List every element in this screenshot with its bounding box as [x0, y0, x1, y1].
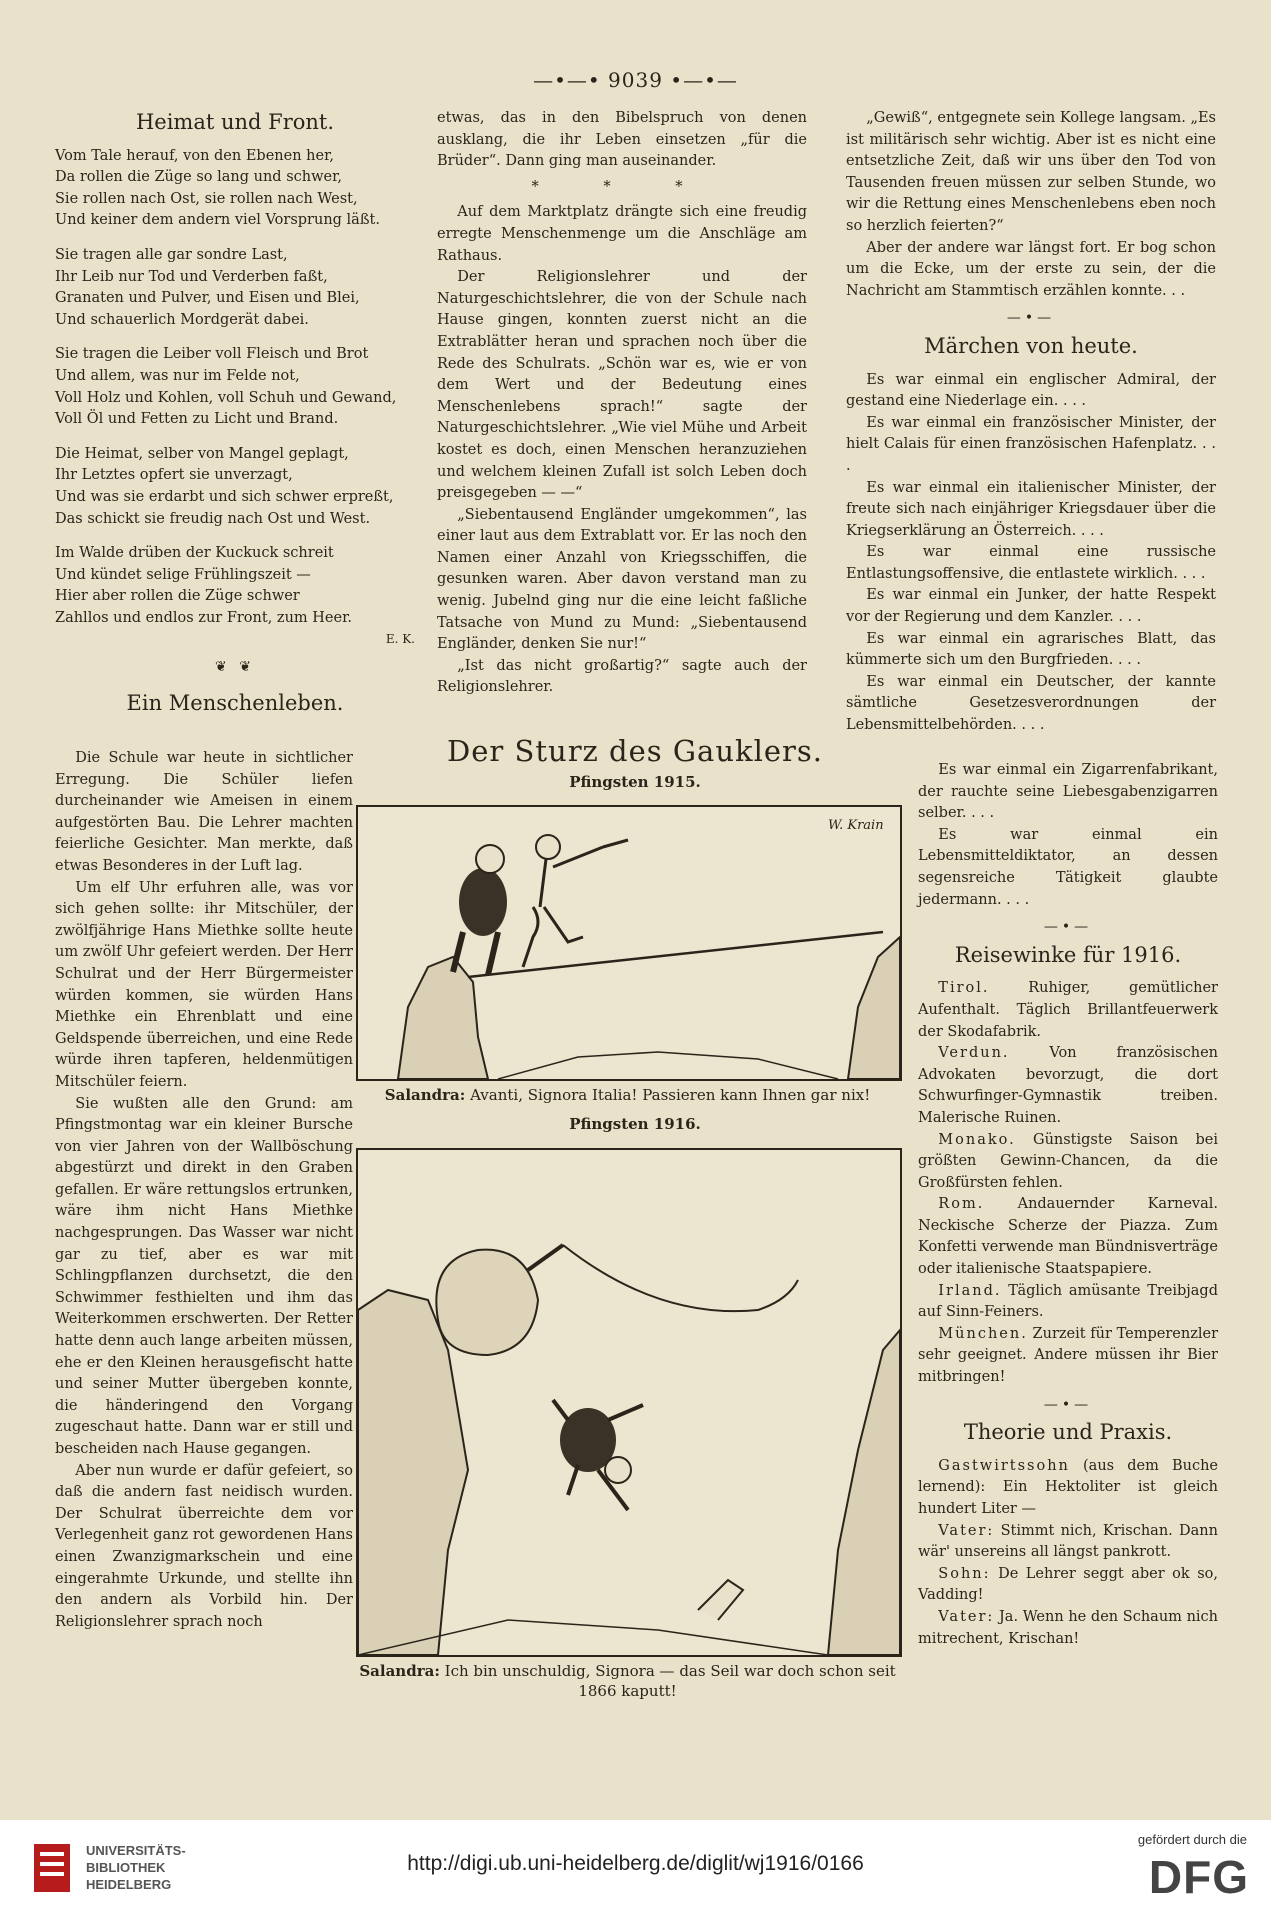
cartoon-signature: W. Krain [828, 818, 884, 833]
poem-line: Und kündet selige Frühlingszeit — [55, 566, 311, 583]
poem-line: Voll Öl und Fetten zu Licht und Brand. [55, 411, 339, 428]
story-paragraph: Aber nun wurde er dafür gefeiert, so daß die andern fast neidisch wurden. Der Schulrat überreichte dem vor Verlegenheit ganz rot gewordenen Hans einen Zwanzigmarkschein und eine eingerahmte Urkunde, und stellte ihn den andern als Vorbild hin. Der Religionslehrer sprach noch [55, 1462, 353, 1630]
story-paragraph: Sie wußten alle den Grund: am Pfingstmontag war ein kleiner Bursche von vier Jahren von der Wallböschung abgestürzt und direkt in den Graben gefallen. Er wäre rettungslos ertrunken, wäre ihm nicht Hans Miethke nachgesprungen. Das Wasser war nicht gar zu tief, aber es war mit Schlingpflanzen durchsetzt, die den Schwimmer festhielten und ihm das Weiterkommen erschwerten. Der Retter hatte denn auch lange arbeiten müssen, ehe er den Kleinen herausgefischt hatte und seiner Mutter übergeben konnte, die händeringend den Vorgang zugeschaut hatte. Dann war er still und bescheiden nach Hause gegangen. [55, 1095, 353, 1457]
footer-bar [0, 1820, 1271, 1912]
university-line: BIBLIOTHEK [86, 1860, 166, 1875]
reisewinke-place: Monako. [938, 1131, 1016, 1148]
dialogue-line [918, 1564, 1218, 1607]
dialogue-line [918, 1521, 1218, 1564]
maerchen-paragraph: Es war einmal ein italienischer Minister, der freute sich nach einjähriger Kriegsdauer über die Kriegserklärung an Österreich. . . . [846, 479, 1216, 539]
story-paragraph: Aber der andere war längst fort. Er bog schon um die Ecke, um der erste zu sein, der die Nachricht am Stammtisch erzählen konnte. . . [846, 239, 1216, 299]
dfg-logo: DFG [1148, 1851, 1249, 1903]
reisewinke-text: Täglich amüsante Treibjagd auf Sinn-Feiners. [918, 1282, 1218, 1321]
maerchen-paragraph: Es war einmal ein Junker, der hatte Respekt vor der Regierung und dem Kanzler. . . . [846, 587, 1216, 626]
poem [55, 146, 415, 651]
reisewinke-text: Günstigste Saison bei größten Gewinn-Chancen, da die Großfürsten fehlen. [918, 1131, 1218, 1191]
dialogue-text: De Lehrer seggt aber ok so, Vadding! [918, 1565, 1218, 1604]
story-paragraph: „Gewiß“, entgegnete sein Kollege langsam. „Es ist militärisch sehr wichtig. Aber ist es nicht eine entsetzliche Zeit, daß wir uns über den Tod von Tausenden freuen müssen zur selben Stunde, wo wir die Rettung eines Menschenlebens eben noch so herzlich feierten?“ [846, 110, 1216, 234]
ornament-divider: —•— [1043, 919, 1093, 936]
reisewinke-text: Andauernder Karneval. Neckische Scherze der Piazza. Zum Konfetti verwende man Bündnisverträge oder italienische Staatspapiere. [918, 1196, 1218, 1278]
poem-line: Vom Tale herauf, von den Ebenen her, [55, 147, 335, 164]
poem-line: Ihr Leib nur Tod und Verderben faßt, [55, 268, 328, 285]
story-paragraph: Auf dem Marktplatz drängte sich eine freudig erregte Menschenmenge um die Anschläge am Rathaus. [437, 204, 807, 264]
reisewinke-text: Zurzeit für Temperenzler sehr geeignet. Andere müssen ihr Bier mitbringen! [918, 1325, 1219, 1386]
dialogue-text: Ja. Wenn he den Schaum nich mitrechent, Krischan! [918, 1608, 1219, 1647]
cartoon-1-caption [345, 1085, 910, 1105]
poem-line: Das schickt sie freudig nach Ost und West. [55, 510, 371, 527]
cartoon-section-title: Der Sturz des Gauklers. [447, 734, 823, 768]
reisewinke-place: Rom. [938, 1196, 985, 1213]
maerchen-paragraph: Es war einmal ein Deutscher, der kannte sämtliche Gesetzesverordnungen der Lebensmittelbehörden. . . . [846, 673, 1216, 734]
maerchen-paragraph: Es war einmal ein agrarisches Blatt, das kümmerte sich um den Burgfrieden. . . . [846, 630, 1216, 669]
cartoon-1-drawing [358, 807, 900, 1079]
reisewinke-text: Ruhiger, gemütlicher Aufenthalt. Täglich Brillantfeuerwerk der Skodafabrik. [918, 980, 1218, 1040]
column-left [55, 108, 415, 726]
poem-line: Voll Holz und Kohlen, voll Schuh und Gewand, [55, 389, 397, 406]
story-title: Ein Menschenleben. [126, 690, 344, 715]
poem-line: Im Walde drüben der Kuckuck schreit [55, 545, 334, 562]
dialogue-text: (aus dem Buche lernend): Ein Hektoliter ist gleich hundert Liter — [918, 1457, 1218, 1517]
section-stars: * * * [531, 178, 713, 195]
poem-line: Granaten und Pulver, und Eisen und Blei, [55, 290, 360, 307]
story-paragraph: „Ist das nicht großartig?“ sagte auch der Religionslehrer. [437, 657, 807, 696]
reisewinke-text: Von französischen Advokaten bevorzugt, die dort Schwurfinger-Gymnastik treiben. Malerische Ruinen. [918, 1045, 1219, 1126]
cartoon-2-drawing [358, 1150, 900, 1655]
reisewinke-item [918, 1324, 1218, 1389]
poem-stanza [55, 245, 415, 331]
poem-title: Heimat und Front. [135, 110, 335, 134]
dialogue-speaker: Gastwirtssohn [938, 1457, 1070, 1474]
ornament-divider: —•— [1006, 310, 1056, 327]
caption-speaker: Salandra: [359, 1662, 440, 1680]
poem-line: Zahllos und endlos zur Front, zum Heer. [55, 609, 353, 626]
reisewinke-place: München. [938, 1325, 1028, 1342]
maerchen-paragraph: Es war einmal ein Zigarrenfabrikant, der rauchte seine Liebesgabenzigarren selber. . . . [918, 762, 1218, 822]
story-paragraph: „Siebentausend Engländer umgekommen“, las einer laut aus dem Extrablatt vor. Er las noch den Namen einer Anzahl von Kriegsschiffen, die gesunken waren. Aber davon verstand man zu wenig. Jubelnd ging nur die eine leicht faßliche Tatsache von Mund zu Mund: „Siebentausend Engländer, denken Sie nur!“ [437, 506, 807, 653]
caption-speaker: Salandra: [384, 1086, 466, 1104]
university-line: HEIDELBERG [86, 1877, 172, 1892]
dialogue-line [918, 1456, 1218, 1521]
poem-line: Hier aber rollen die Züge schwer [55, 588, 300, 605]
cartoon-2-label: Pfingsten 1916. [569, 1115, 701, 1133]
column-right [846, 108, 1216, 737]
dialogue-speaker: Sohn: [938, 1565, 991, 1582]
cartoon-panel-2 [356, 1148, 902, 1657]
reisewinke-item [918, 978, 1218, 1043]
dialogue-text: Stimmt nich, Krischan. Dann wär' unsereins all längst pankrott. [918, 1522, 1218, 1561]
reisewinke-item [918, 1194, 1218, 1280]
poem-stanza [55, 344, 415, 430]
funded-by-label: gefördert durch die [1137, 1832, 1247, 1847]
story-paragraph: Um elf Uhr erfuhren alle, was vor sich gehen sollte: ihr Mitschüler, der zwölfjährige Hans Miethke sollte heute um zwölf Uhr gefeiert werden. Der Herr Schulrat und der Herr Bürgermeister würden kommen, sie würden Hans Miethke ein Ehrenblatt und eine Geldspende überreichen, und eine Rede würde ihren tapferen, heldenmütigen Mitschüler feiern. [55, 879, 353, 1090]
poem-line: Sie tragen die Leiber voll Fleisch und Brot [55, 346, 369, 363]
ornament: ❦ ❦ [215, 659, 255, 676]
reisewinke-item [918, 1281, 1218, 1324]
university-line: UNIVERSITÄTS- [86, 1843, 186, 1858]
story-paragraph: Der Religionslehrer und der Naturgeschichtslehrer, die von der Schule nach Hause gingen, konnten zuerst nicht an die Extrablätter heran und sprachen noch über die Rede des Schulrats. „Schön war es, wie er von dem Wert und der Bedeutung eines Menschenlebens sprach!“ sagte der Naturgeschichtslehrer. „Wie viel Mühe und Arbeit kostet es doch, einen Menschen heranzuziehen und welchem kleinen Zufall ist solch Leben doch preisgegeben — —“ [437, 269, 807, 502]
poem-line: Und keiner dem andern viel Vorsprung läßt. [55, 212, 380, 229]
column-right-narrow [918, 760, 1218, 1650]
cartoon-1-label: Pfingsten 1915. [569, 773, 701, 791]
poem-stanza [55, 146, 415, 232]
poem-stanza [55, 543, 415, 629]
poem-line: Und was sie erdarbt und sich schwer erpreßt, [55, 488, 394, 505]
poem-line: Sie tragen alle gar sondre Last, [55, 246, 288, 263]
story-paragraph: Die Schule war heute in sichtlicher Erregung. Die Schüler liefen durcheinander wie Ameisen in einem aufgestörten Bau. Die Lehrer machten feierliche Gesichter. Man merkte, daß etwas Besonderes in der Luft lag. [55, 750, 353, 874]
dialogue-speaker: Vater: [938, 1522, 995, 1539]
maerchen-title: Märchen von heute. [924, 333, 1138, 358]
reisewinke-item [918, 1043, 1218, 1129]
maerchen-paragraph: Es war einmal ein englischer Admiral, der gestand eine Niederlage ein. . . . [846, 371, 1216, 410]
column-middle [437, 108, 807, 699]
reisewinke-item [918, 1130, 1218, 1195]
reisewinke-place: Irland. [938, 1282, 1002, 1299]
caption-text: Avanti, Signora Italia! Passieren kann Ihnen gar nix! [470, 1086, 871, 1104]
poem-line: Und allem, was nur im Felde not, [55, 367, 300, 384]
reisewinke-place: Verdun. [938, 1045, 1010, 1062]
story-paragraph: etwas, das in den Bibelspruch von denen ausklang, die ihr Leben einsetzen „für die Brüder“. Dann ging man auseinander. [437, 110, 807, 170]
dialogue-speaker: Vater: [938, 1608, 995, 1625]
page-number: —•—• 9039 •—•— [533, 68, 738, 92]
maerchen-paragraph: Es war einmal ein französischer Minister, der hielt Calais für einen französischen Hafenplatz. . . . [846, 414, 1216, 474]
reisewinke-place: Tirol. [938, 980, 990, 997]
poem-line: Da rollen die Züge so lang und schwer, [55, 169, 343, 186]
dialogue-line [918, 1607, 1218, 1650]
cartoon-panel-1 [356, 805, 902, 1081]
poem-line: Ihr Letztes opfert sie unverzagt, [55, 467, 293, 484]
poem-stanza [55, 444, 415, 530]
poem-line: Die Heimat, selber von Mangel geplagt, [55, 445, 349, 462]
maerchen-paragraph: Es war einmal ein Lebensmitteldiktator, an dessen segensreiche Tätigkeit glaubte jedermann. . . . [918, 826, 1218, 908]
poem-signature: E. K. [385, 632, 415, 647]
story-column-narrow [55, 748, 353, 1633]
theorie-title: Theorie und Praxis. [963, 1420, 1173, 1445]
source-url-link[interactable]: http://digi.ub.uni-heidelberg.de/diglit/wj1916/0166 [407, 1852, 864, 1875]
reisewinke-title: Reisewinke für 1916. [954, 942, 1182, 967]
poem-line: Sie rollen nach Ost, sie rollen nach West, [55, 190, 358, 207]
ornament-divider: —•— [1043, 1396, 1093, 1413]
caption-text: Ich bin unschuldig, Signora — das Seil war doch schon seit 1866 kaputt! [444, 1662, 896, 1700]
cartoon-2-caption [345, 1661, 910, 1701]
maerchen-paragraph: Es war einmal eine russische Entlastungsoffensive, die entlastete wirklich. . . . [846, 544, 1216, 582]
poem-line: Und schauerlich Mordgerät dabei. [55, 311, 309, 328]
